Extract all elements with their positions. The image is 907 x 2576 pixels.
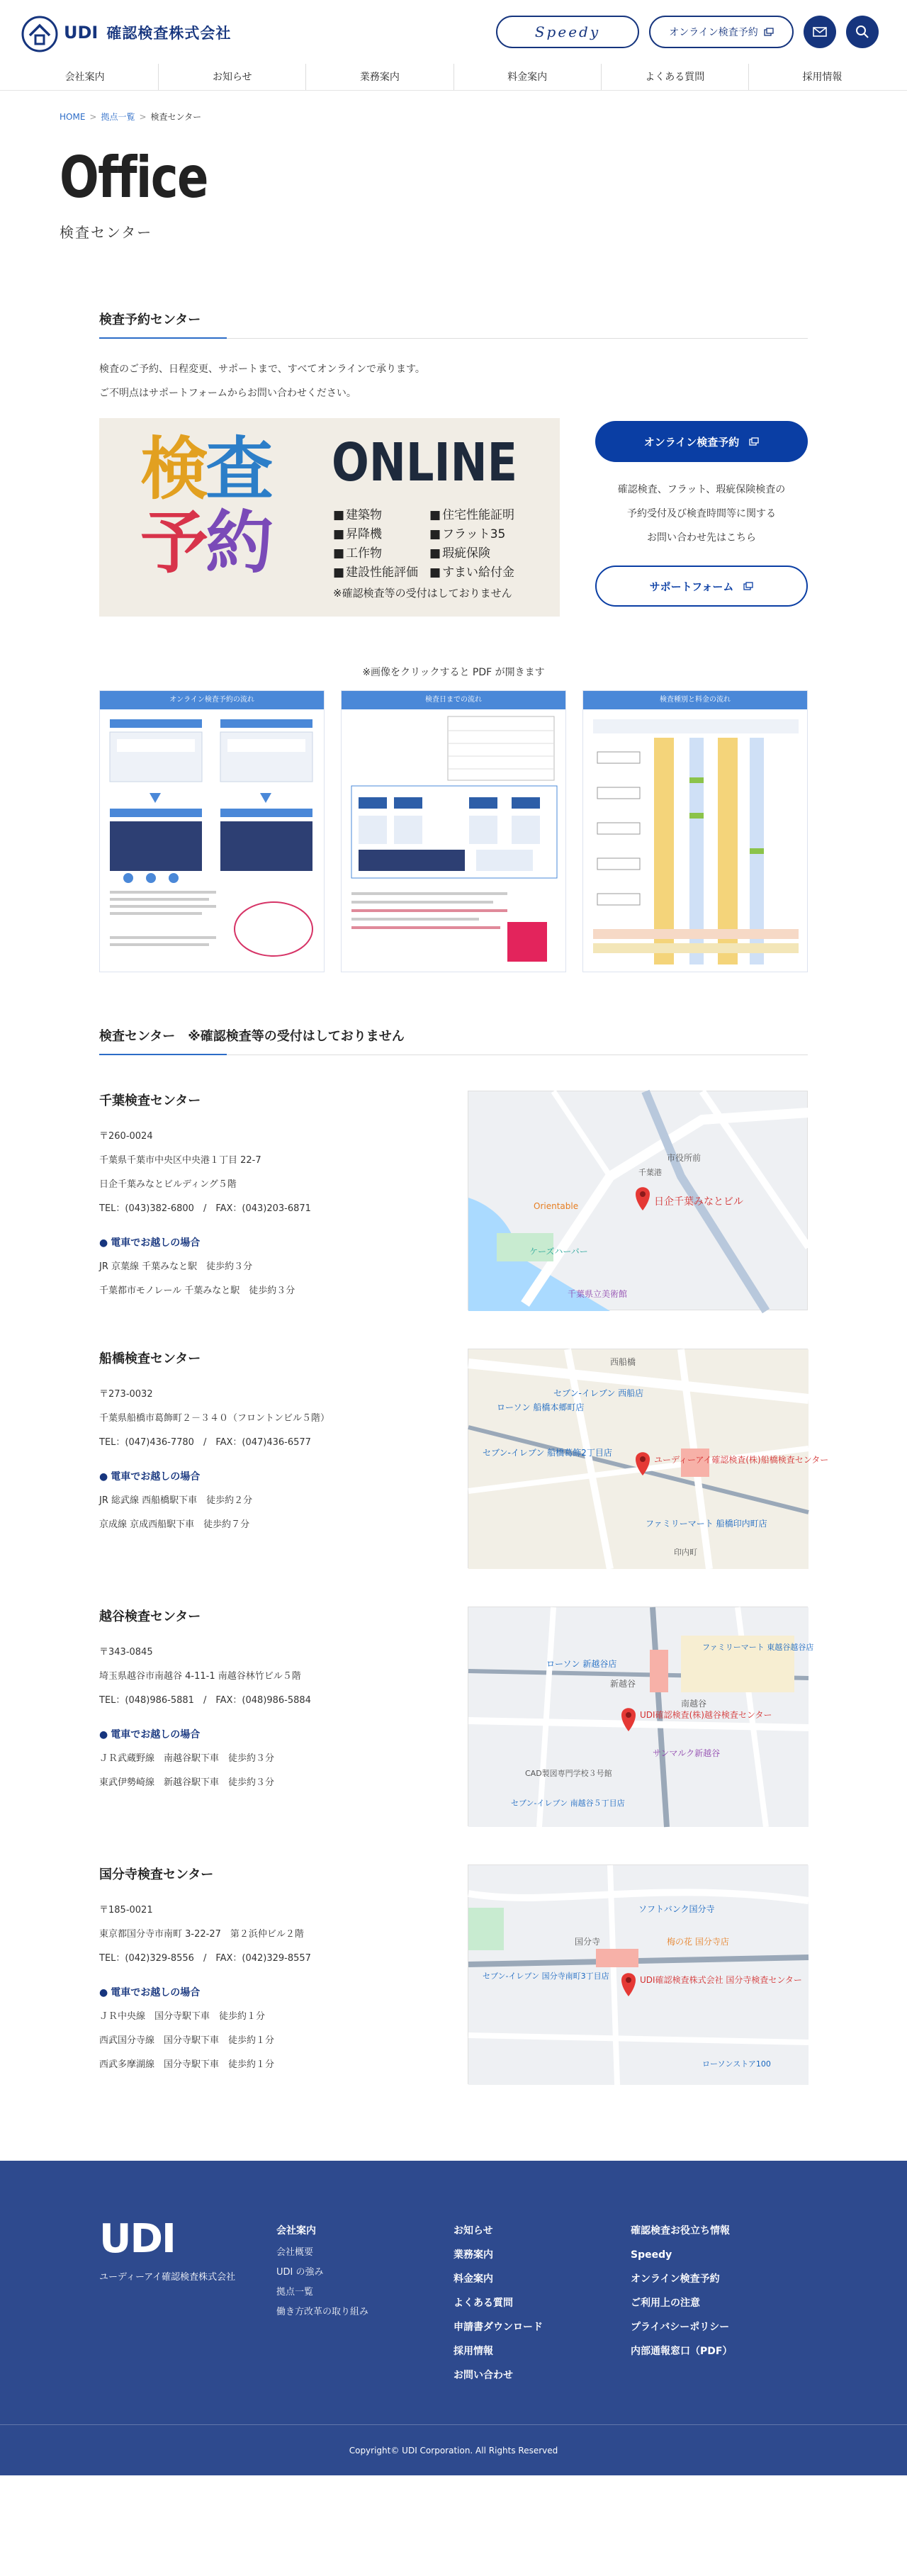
train-access-label: ● 電車でお越しの場合 <box>99 1981 439 2005</box>
online-reserve-button-label: オンライン検査予約 <box>643 435 740 449</box>
map-poi: 印内町 <box>674 1548 697 1557</box>
map-poi: ローソン 船橋本郷町店 <box>497 1402 585 1412</box>
footer-link[interactable]: 会社概要 <box>276 2247 314 2258</box>
footer-link[interactable]: お知らせ <box>454 2225 493 2237</box>
pdf-note: ※画像をクリックすると PDF が開きます <box>362 667 545 678</box>
site-footer <box>0 2161 907 2475</box>
footer-link[interactable]: 業務案内 <box>454 2249 493 2261</box>
support-form-label: サポートフォーム <box>649 580 734 593</box>
footer-link[interactable]: プライバシーポリシー <box>631 2322 730 2333</box>
banner-item: ■ フラット35 <box>429 524 536 541</box>
train-route: 東武伊勢崎線 新越谷駅下車 徒歩約３分 <box>99 1777 275 1788</box>
online-row <box>99 418 808 617</box>
mail-button[interactable] <box>804 16 836 48</box>
footer-logo[interactable] <box>99 2216 235 2283</box>
center-zip: 〒260-0024 <box>99 1131 153 1142</box>
train-route: 西武多摩湖線 国分寺駅下車 徒歩約１分 <box>99 2059 275 2070</box>
center-name: 国分寺検査センター <box>99 1867 214 1882</box>
banner-kanji <box>140 429 271 583</box>
map-poi: セブン-イレブン 国分寺南町3丁目店 <box>483 1972 609 1981</box>
pdf-thumb-reservation-flow[interactable] <box>99 690 325 972</box>
breadcrumb-current: 検査センター <box>150 112 202 122</box>
banner-note: ※確認検査等の受付はしておりません <box>333 587 512 600</box>
site-header <box>0 0 907 64</box>
center-address: 千葉県千葉市中央区中央港１丁目 22-7 <box>99 1155 261 1166</box>
map-poi: セブン-イレブン 船橋葛飾2丁目店 <box>483 1448 612 1458</box>
pdf-thumb-schedule-flow[interactable] <box>341 690 566 972</box>
support-form-button[interactable] <box>595 566 808 607</box>
map-poi: 梅の花 国分寺店 <box>667 1937 729 1947</box>
banner-item: ■ 建築物 <box>333 505 429 522</box>
logo-house-icon <box>20 13 60 52</box>
footer-link[interactable]: UDI の強み <box>276 2267 324 2278</box>
center-info <box>99 1091 439 1310</box>
map-poi: 国分寺 <box>575 1937 601 1947</box>
banner-kanji-3: 予 <box>140 503 205 583</box>
nav-pricing[interactable]: 料金案内 <box>454 64 601 90</box>
banner-items <box>333 505 536 580</box>
center-kokubunji <box>99 1864 808 2084</box>
header-actions <box>496 16 879 48</box>
train-route: 西武国分寺線 国分寺駅下車 徒歩約１分 <box>99 2035 275 2046</box>
page-header <box>0 146 907 242</box>
footer-link[interactable]: 確認検査お役立ち情報 <box>631 2225 730 2237</box>
map-poi: 千葉県立美術館 <box>568 1289 628 1299</box>
map-poi: ファミリーマート 船橋印内町店 <box>646 1519 767 1529</box>
map-graphic <box>468 1607 814 1827</box>
footer-link[interactable]: 料金案内 <box>454 2273 493 2285</box>
pdf-thumb-inspection-flow[interactable] <box>582 690 808 972</box>
footer-link[interactable]: 内部通報窓口（PDF） <box>631 2346 733 2357</box>
map-poi: セブン-イレブン 南越谷５丁目店 <box>511 1799 625 1808</box>
side-text-3: お問い合わせ先はこちら <box>647 532 756 544</box>
external-link-icon <box>749 437 759 446</box>
map-graphic <box>468 1865 809 2085</box>
mail-icon <box>813 27 827 37</box>
center-tel-fax: TEL：(042)329-8556 / FAX：(042)329-8557 <box>99 1953 311 1964</box>
logo-company: 確認検査株式会社 <box>106 25 232 42</box>
footer-link[interactable]: 採用情報 <box>454 2346 493 2357</box>
banner-item: ■ 建設性能評価 <box>333 562 429 580</box>
nav-company[interactable]: 会社案内 <box>64 72 105 83</box>
global-nav <box>0 64 907 91</box>
online-reserve-header-button[interactable] <box>649 16 794 48</box>
map-koshigaya[interactable] <box>468 1607 814 1826</box>
main-content <box>99 310 829 2084</box>
map-poi: ファミリーマート 東越谷越谷店 <box>702 1643 814 1652</box>
pdf-thumb-title: 検査種別と料金の流れ <box>583 691 807 709</box>
center-tel-fax: TEL：(048)986-5881 / FAX：(048)986-5884 <box>99 1695 311 1706</box>
center-tel-fax: TEL：(047)436-7780 / FAX：(047)436-6577 <box>99 1437 311 1448</box>
center-info <box>99 1607 439 1826</box>
footer-col-company <box>276 2219 368 2322</box>
footer-link[interactable]: Speedy <box>631 2249 672 2261</box>
external-link-icon <box>743 582 753 590</box>
copyright: Copyright© UDI Corporation. All Rights Reserved <box>0 2424 907 2475</box>
banner-kanji-2: 査 <box>205 429 271 509</box>
footer-logo-mark: UDI <box>99 2216 175 2262</box>
center-address: 東京都国分寺市南町 3-22-27 第２浜仲ビル２階 <box>99 1929 304 1940</box>
map-poi: ローソンストア100 <box>702 2059 771 2069</box>
map-label: UDI確認検査(株)越谷検査センター <box>640 1710 772 1720</box>
side-text-1: 確認検査、フラット、瑕疵保険検査の <box>617 484 786 495</box>
site-logo[interactable] <box>20 13 231 52</box>
train-access-label: ● 電車でお越しの場合 <box>99 1723 439 1747</box>
train-route: JR 京葉線 千葉みなと駅 徒歩約３分 <box>99 1261 253 1272</box>
train-route: 千葉都市モノレール 千葉みなと駅 徒歩約３分 <box>99 1286 295 1296</box>
online-reserve-label: オンライン検査予約 <box>669 27 758 38</box>
reservation-lead <box>99 357 808 405</box>
footer-link[interactable]: お問い合わせ <box>454 2370 513 2381</box>
map-poi: Orientable <box>534 1201 579 1211</box>
external-link-icon <box>764 28 774 36</box>
center-zip: 〒343-0845 <box>99 1647 153 1658</box>
reservation-lead-1: 検査のご予約、日程変更、サポートまで、すべてオンラインで承ります。 <box>99 364 425 375</box>
logo-mark-text: UDI <box>64 23 98 43</box>
footer-link[interactable]: よくある質問 <box>454 2297 513 2309</box>
map-poi: ソフトバンク国分寺 <box>638 1904 715 1914</box>
banner-kanji-4: 約 <box>205 503 271 583</box>
centers-title: 検査センター ※確認検査等の受付はしておりません <box>99 1026 808 1055</box>
map-graphic <box>468 1091 809 1311</box>
pdf-thumbnails <box>99 690 808 972</box>
search-button[interactable] <box>846 16 879 48</box>
banner-kanji-1: 検 <box>140 429 205 509</box>
map-label: UDI確認検査株式会社 国分寺検査センター <box>640 1975 802 1985</box>
banner-item: ■ 昇降機 <box>333 524 429 541</box>
center-name: 船橋検査センター <box>99 1351 201 1366</box>
reservation-side-text <box>595 478 808 550</box>
breadcrumb-home[interactable]: HOME <box>60 112 86 122</box>
search-icon <box>855 25 869 39</box>
train-route: ＪＲ武蔵野線 南越谷駅下車 徒歩約３分 <box>99 1753 275 1764</box>
page-title: Office <box>60 145 208 210</box>
center-funabashi <box>99 1349 829 1568</box>
pdf-preview-image <box>583 709 809 973</box>
train-access-label: ● 電車でお越しの場合 <box>99 1465 439 1489</box>
footer-link[interactable]: オンライン検査予約 <box>631 2273 720 2285</box>
train-route: ＪＲ中央線 国分寺駅下車 徒歩約１分 <box>99 2011 266 2022</box>
map-funabashi[interactable] <box>468 1349 829 1568</box>
banner-item: ■ 工作物 <box>333 543 429 561</box>
center-info <box>99 1864 439 2084</box>
page-subtitle: 検査センター <box>60 224 153 241</box>
map-kokubunji[interactable] <box>468 1864 808 2084</box>
map-poi: セブン-イレブン 西船店 <box>553 1388 644 1398</box>
pdf-thumb-title: 検査日までの流れ <box>342 691 565 709</box>
breadcrumb: HOME > 拠点一覧 > 検査センター <box>60 112 202 122</box>
footer-link[interactable]: 会社案内 <box>276 2225 316 2237</box>
footer-link[interactable]: 拠点一覧 <box>276 2287 314 2297</box>
banner-item: ■ 住宅性能証明 <box>429 505 536 522</box>
center-name: 千葉検査センター <box>99 1093 201 1108</box>
center-chiba <box>99 1091 808 1310</box>
map-poi: ローソン 新越谷店 <box>546 1659 617 1669</box>
banner-online-word: ONLINE <box>332 432 518 493</box>
banner-item: ■ 瑕疵保険 <box>429 543 536 561</box>
footer-col-extra <box>631 2219 732 2363</box>
map-poi: 西船橋 <box>610 1357 636 1367</box>
center-address-building: 日企千葉みなとビルディング５階 <box>99 1179 237 1190</box>
center-koshigaya <box>99 1607 814 1826</box>
breadcrumb-list[interactable]: 拠点一覧 <box>101 112 135 122</box>
pdf-thumb-title: オンライン検査予約の流れ <box>100 691 324 709</box>
center-zip: 〒185-0021 <box>99 1905 153 1916</box>
map-graphic <box>468 1349 829 1569</box>
banner-item: ■ すまい給付金 <box>429 562 536 580</box>
pdf-preview-image <box>100 709 325 973</box>
map-label: 日企千葉みなとビル <box>654 1196 743 1208</box>
map-poi: 千葉港 <box>638 1168 662 1177</box>
reservation-side <box>595 418 808 617</box>
reservation-title: 検査予約センター <box>99 310 808 339</box>
map-poi: ケーズハーバー <box>529 1247 588 1256</box>
map-poi: 市役所前 <box>667 1153 702 1163</box>
map-poi: 南越谷 <box>681 1699 707 1709</box>
nav-news[interactable]: お知らせ <box>158 64 305 90</box>
online-reserve-button[interactable] <box>595 421 808 462</box>
map-poi: 新越谷 <box>610 1679 636 1689</box>
footer-col-main <box>454 2219 543 2387</box>
reservation-lead-2: ご不明点はサポートフォームからお問い合わせください。 <box>99 388 356 399</box>
nav-recruit[interactable]: 採用情報 <box>748 64 896 90</box>
map-poi: サンマルク新越谷 <box>653 1748 721 1758</box>
train-route: 京成線 京成西船駅下車 徒歩約７分 <box>99 1519 250 1530</box>
center-address: 千葉県船橋市葛飾町２－３４０（フロントンビル５階） <box>99 1413 330 1424</box>
online-banner[interactable] <box>99 418 560 617</box>
pdf-preview-image <box>342 709 567 973</box>
center-name: 越谷検査センター <box>99 1609 201 1624</box>
footer-link[interactable]: 申請書ダウンロード <box>454 2322 543 2333</box>
map-chiba[interactable] <box>468 1091 808 1310</box>
speedy-button[interactable]: Speedy <box>496 16 639 48</box>
side-text-2: 予約受付及び検査時間等に関する <box>627 508 776 519</box>
footer-link[interactable]: ご利用上の注意 <box>631 2297 700 2309</box>
nav-faq[interactable]: よくある質問 <box>601 64 748 90</box>
center-tel-fax: TEL：(043)382-6800 / FAX：(043)203-6871 <box>99 1203 311 1214</box>
nav-services[interactable]: 業務案内 <box>305 64 453 90</box>
center-info <box>99 1349 439 1568</box>
footer-link[interactable]: 働き方改革の取り組み <box>276 2307 369 2317</box>
train-access-label: ● 電車でお越しの場合 <box>99 1231 439 1255</box>
footer-company: ユーディーアイ確認検査株式会社 <box>99 2272 236 2283</box>
center-zip: 〒273-0032 <box>99 1389 153 1400</box>
center-address: 埼玉県越谷市南越谷 4-11-1 南越谷林竹ビル５階 <box>99 1671 301 1682</box>
map-poi: CAD製図専門学校３号館 <box>525 1769 612 1778</box>
map-label: ユーディーアイ確認検査(株)船橋検査センター <box>654 1455 829 1465</box>
train-route: JR 総武線 西船橋駅下車 徒歩約２分 <box>99 1495 253 1506</box>
